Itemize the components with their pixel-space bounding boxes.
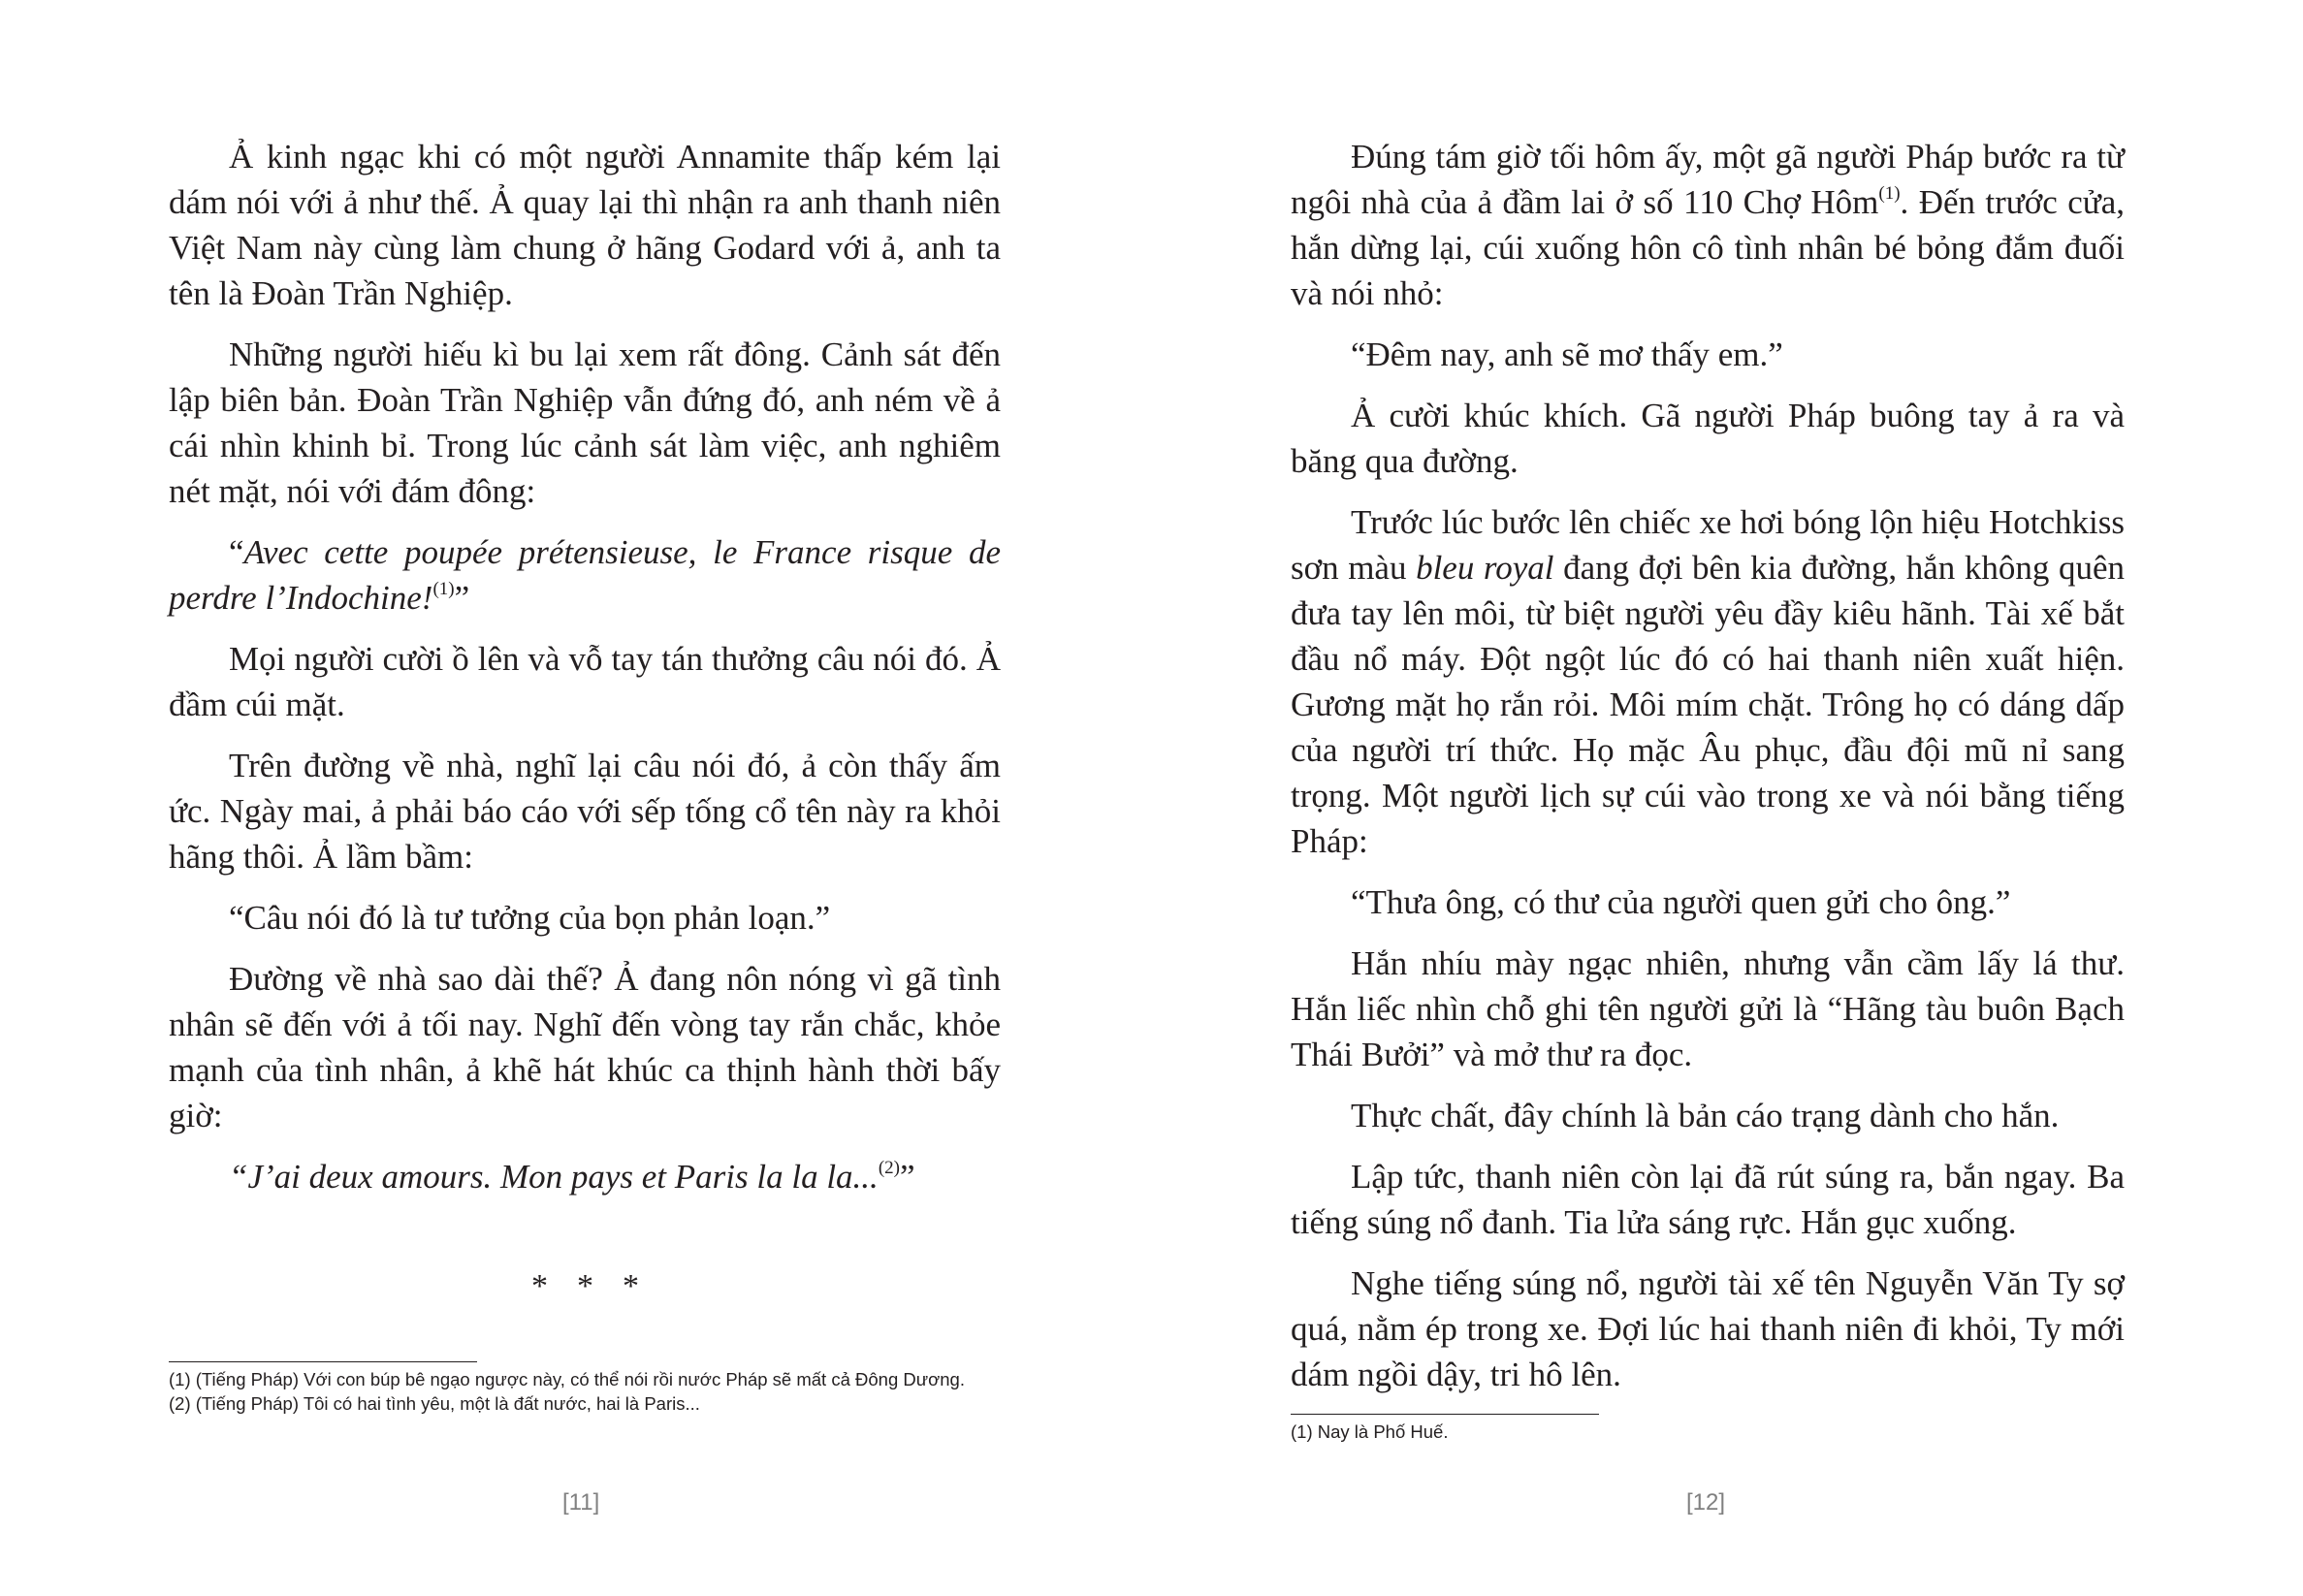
paragraph: Thực chất, đây chính là bản cáo trạng dành cho hắn.	[1351, 1097, 2060, 1134]
french-quote	[169, 529, 1001, 621]
paragraph: Đường về nhà sao dài thế? Ả đang nôn nóng vì gã tình nhân sẽ đến với ả tối nay. Nghĩ đến vòng tay rắn chắc, khỏe mạnh của tình nhân, ả khẽ hát khúc ca thịnh hành thời bấy giờ:	[169, 960, 1001, 1134]
paragraph-text: . Đến trước cửa, hắn dừng lại, cúi xuống hôn cô tình nhân bé bỏng đắm đuối và nói nhỏ:	[1291, 183, 2125, 312]
section-break	[531, 1268, 648, 1307]
footnote: (1) (Tiếng Pháp) Với con búp bê ngạo ngược này, có thể nói rồi nước Pháp sẽ mất cả Đông Dương.	[169, 1369, 965, 1389]
quote-close: ”	[454, 579, 470, 617]
paragraph: “Thưa ông, có thư của người quen gửi cho ông.”	[1351, 883, 2011, 921]
right-page-body	[1291, 134, 2125, 1413]
italic-text: bleu royal	[1416, 549, 1554, 587]
paragraph: “Đêm nay, anh sẽ mơ thấy em.”	[1351, 335, 1783, 373]
right-page	[1151, 0, 2303, 1596]
paragraph-text: Đúng tám giờ tối hôm ấy, một gã người Pháp bước ra từ ngôi nhà của ả đầm lai ở số 110 Chợ Hôm	[1291, 138, 2125, 221]
paragraph: Nghe tiếng súng nổ, người tài xế tên Nguyễn Văn Ty sợ quá, nằm ép trong xe. Đợi lúc hai thanh niên đi khỏi, Ty mới dám ngồi dậy, tri hô lên.	[1291, 1264, 2125, 1393]
section-break-star: *	[531, 1268, 548, 1304]
paragraph: Trên đường về nhà, nghĩ lại câu nói đó, ả còn thấy ấm ức. Ngày mai, ả phải báo cáo với sếp tống cổ tên này ra khỏi hãng thôi. Ả lầm bầm:	[169, 747, 1001, 876]
paragraph: Ả kinh ngạc khi có một người Annamite thấp kém lại dám nói với ả như thế. Ả quay lại thì nhận ra anh thanh niên Việt Nam này cùng làm chung ở hãng Godard với ả, anh ta tên là Đoàn Trần Nghiệp.	[169, 138, 1001, 312]
quote-open: “	[229, 533, 244, 571]
section-break-star: *	[577, 1268, 593, 1304]
paragraph: Hắn nhíu mày ngạc nhiên, nhưng vẫn cầm lấy lá thư. Hắn liếc nhìn chỗ ghi tên người gửi là “Hãng tàu buôn Bạch Thái Bưởi” và mở thư ra đọc.	[1291, 944, 2125, 1073]
paragraph: Lập tức, thanh niên còn lại đã rút súng ra, bắn ngay. Ba tiếng súng nổ đanh. Tia lửa sáng rực. Hắn gục xuống.	[1291, 1158, 2125, 1241]
footnote-ref: (2)	[878, 1158, 900, 1178]
section-break-star: *	[623, 1268, 639, 1304]
left-page	[0, 0, 1151, 1596]
footnote-ref: (1)	[432, 579, 455, 599]
footnote-ref: (1)	[1878, 183, 1901, 204]
paragraph-text: Trước lúc bước lên chiếc xe hơi bóng lộn hiệu Hotchkiss sơn màu	[1291, 503, 2125, 587]
footnote-divider	[169, 1361, 477, 1362]
paragraph	[1291, 499, 2125, 864]
footnote: (1) Nay là Phố Huế.	[1291, 1421, 1449, 1442]
paragraph: Mọi người cười ồ lên và vỗ tay tán thưởng câu nói đó. Ả đầm cúi mặt.	[169, 640, 1001, 723]
italic-song-text: “J’ai deux amours. Mon pays et Paris la la la...	[229, 1158, 879, 1196]
page-number: [12]	[1686, 1489, 1726, 1516]
paragraph: “Câu nói đó là tư tưởng của bọn phản loạn.”	[229, 899, 831, 937]
page-number: [11]	[562, 1489, 600, 1516]
footnote-divider	[1291, 1414, 1599, 1415]
italic-french-text: Avec cette poupée prétensieuse, le France risque de perdre l’Indochine!	[169, 533, 1001, 617]
footnotes	[1291, 1420, 2125, 1444]
footnotes	[169, 1367, 1003, 1416]
footnote: (2) (Tiếng Pháp) Tôi có hai tình yêu, một là đất nước, hai là Paris...	[169, 1393, 700, 1414]
left-page-body	[169, 134, 1001, 1215]
paragraph-text: đang đợi bên kia đường, hắn không quên đưa tay lên môi, từ biệt người yêu đầy kiêu hãnh. Tài xế bắt đầu nổ máy. Đột ngột lúc đó có hai thanh niên xuất hiện. Gương mặt họ rắn rỏi. Môi mím chặt. Trông họ có dáng dấp của người trí thức. Họ mặc Âu phục, đầu đội mũ nỉ sang trọng. Một người lịch sự cúi vào trong xe và nói bằng tiếng Pháp:	[1291, 549, 2126, 860]
quote-close: ”	[899, 1158, 915, 1196]
paragraph	[1291, 134, 2125, 316]
paragraph: Ả cười khúc khích. Gã người Pháp buông tay ả ra và băng qua đường.	[1291, 397, 2125, 480]
french-song-quote	[169, 1154, 1001, 1199]
paragraph: Những người hiếu kì bu lại xem rất đông. Cảnh sát đến lập biên bản. Đoàn Trần Nghiệp vẫn đứng đó, anh ném về ả cái nhìn khinh bỉ. Trong lúc cảnh sát làm việc, anh nghiêm nét mặt, nói với đám đông:	[169, 335, 1001, 510]
